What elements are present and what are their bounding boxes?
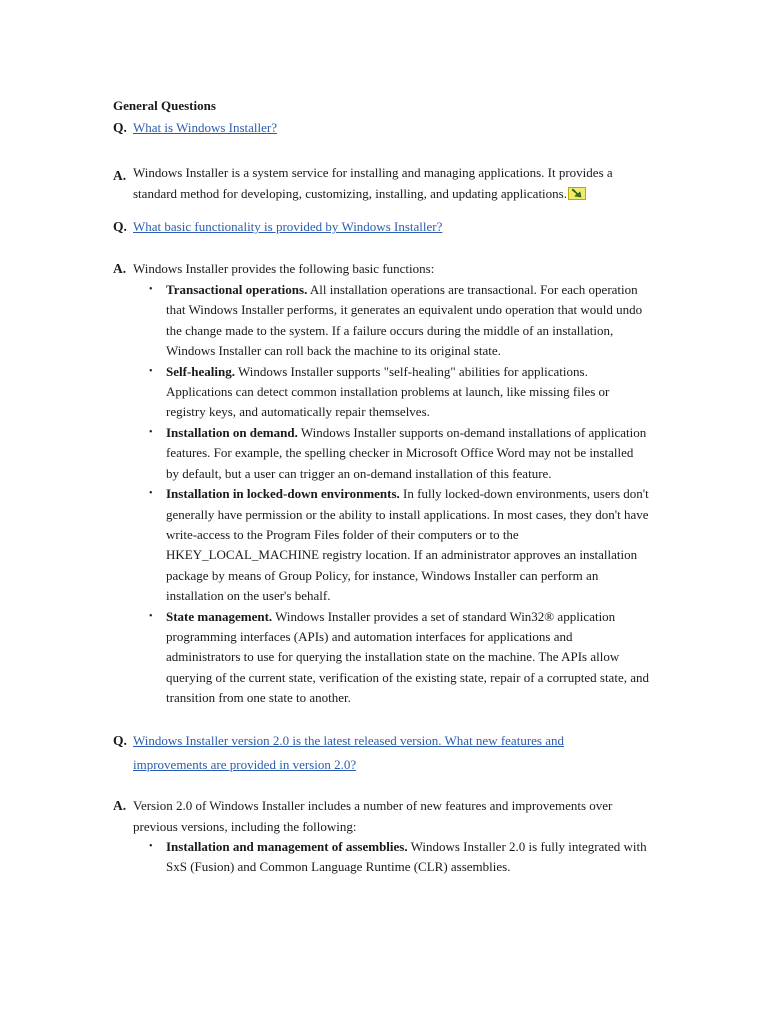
item-term: Installation in locked-down environments.: [166, 486, 400, 502]
question-link-2[interactable]: What basic functionality is provided by Windows Installer?: [133, 219, 443, 234]
answer-text-1: [133, 162, 653, 204]
bullet-icon: •: [149, 365, 153, 377]
bullet-list-2: [149, 280, 649, 709]
item-text: Windows Installer supports on-demand installations of application features. For example, the spelling checker in Microsoft Office Word may not be installed by default, but a user can trigger an on-demand installation of this feature.: [166, 425, 647, 481]
item-term: Transactional operations.: [166, 282, 308, 297]
list-item: [149, 837, 649, 878]
item-text: In fully locked-down environments, users don't generally have permission or the ability to install applications. In most cases, they don't have write-access to the Program Files folder of their computers or to the HKEY_LOCAL_MACHINE registry location. If an administrator approves an installation package by means of Group Policy, for instance, Windows Installer can perform an installation on the user's behalf.: [166, 486, 649, 603]
list-item: [149, 362, 649, 423]
answer-text-2: Windows Installer provides the following basic functions:: [133, 261, 435, 276]
list-item: [149, 280, 649, 361]
question-marker: Q.: [113, 120, 127, 135]
answer-marker: A.: [113, 261, 127, 276]
item-text: All installation operations are transactional. For each operation that Windows Installer performs, it generates an equivalent undo operation that would undo the change made to the system. If a failure occurs during the middle of an installation, Windows Installer can roll back the machine to its original state.: [166, 282, 643, 358]
item-term: State management.: [166, 608, 273, 624]
arrow-note-icon[interactable]: [568, 187, 586, 200]
list-item: [149, 607, 649, 708]
bullet-icon: •: [149, 488, 153, 500]
item-text: Windows Installer 2.0 is fully integrated with SxS (Fusion) and Common Language Runtime (CLR) assemblies.: [166, 839, 647, 875]
question-link-1[interactable]: What is Windows Installer?: [133, 120, 278, 135]
bullet-icon: •: [149, 427, 153, 439]
question-link-3[interactable]: Windows Installer version 2.0 is the latest released version. What new features and improvements are provided in version 2.0?: [133, 733, 564, 772]
answer-text-3: Version 2.0 of Windows Installer includes a number of new features and improvements over previous versions, including the following:: [133, 798, 613, 834]
section-title: General Questions: [113, 98, 216, 113]
bullet-list-3: [149, 837, 649, 878]
bullet-icon: •: [149, 610, 153, 622]
item-text: Windows Installer provides a set of standard Win32® application programming interfaces (APIs) and automation interfaces for applications and administrators to use for querying the installation state on the machine. The APIs allow querying of the current state, verification of the existing state, repair of a corrupted state, and transition from one state to another.: [166, 608, 649, 705]
list-item: [149, 423, 649, 484]
question-marker: Q.: [113, 219, 127, 234]
answer-marker: A.: [113, 798, 127, 813]
item-term: Installation and management of assemblies.: [166, 839, 408, 854]
answer-text-1-body: Windows Installer is a system service for installing and managing applications. It provides a standard method for developing, customizing, installing, and updating applications.: [133, 165, 613, 201]
bullet-icon: •: [149, 841, 153, 852]
bullet-icon: •: [149, 284, 153, 295]
item-term: Self-healing.: [166, 363, 235, 379]
item-term: Installation on demand.: [166, 425, 298, 441]
question-marker: Q.: [113, 733, 127, 748]
list-item: [149, 484, 649, 606]
item-text: Windows Installer supports "self-healing" abilities for applications. Applications can detect common installation problems at launch, like missing files or registry keys, and automatically repair themselves.: [166, 363, 610, 420]
answer-marker: A.: [113, 168, 127, 183]
